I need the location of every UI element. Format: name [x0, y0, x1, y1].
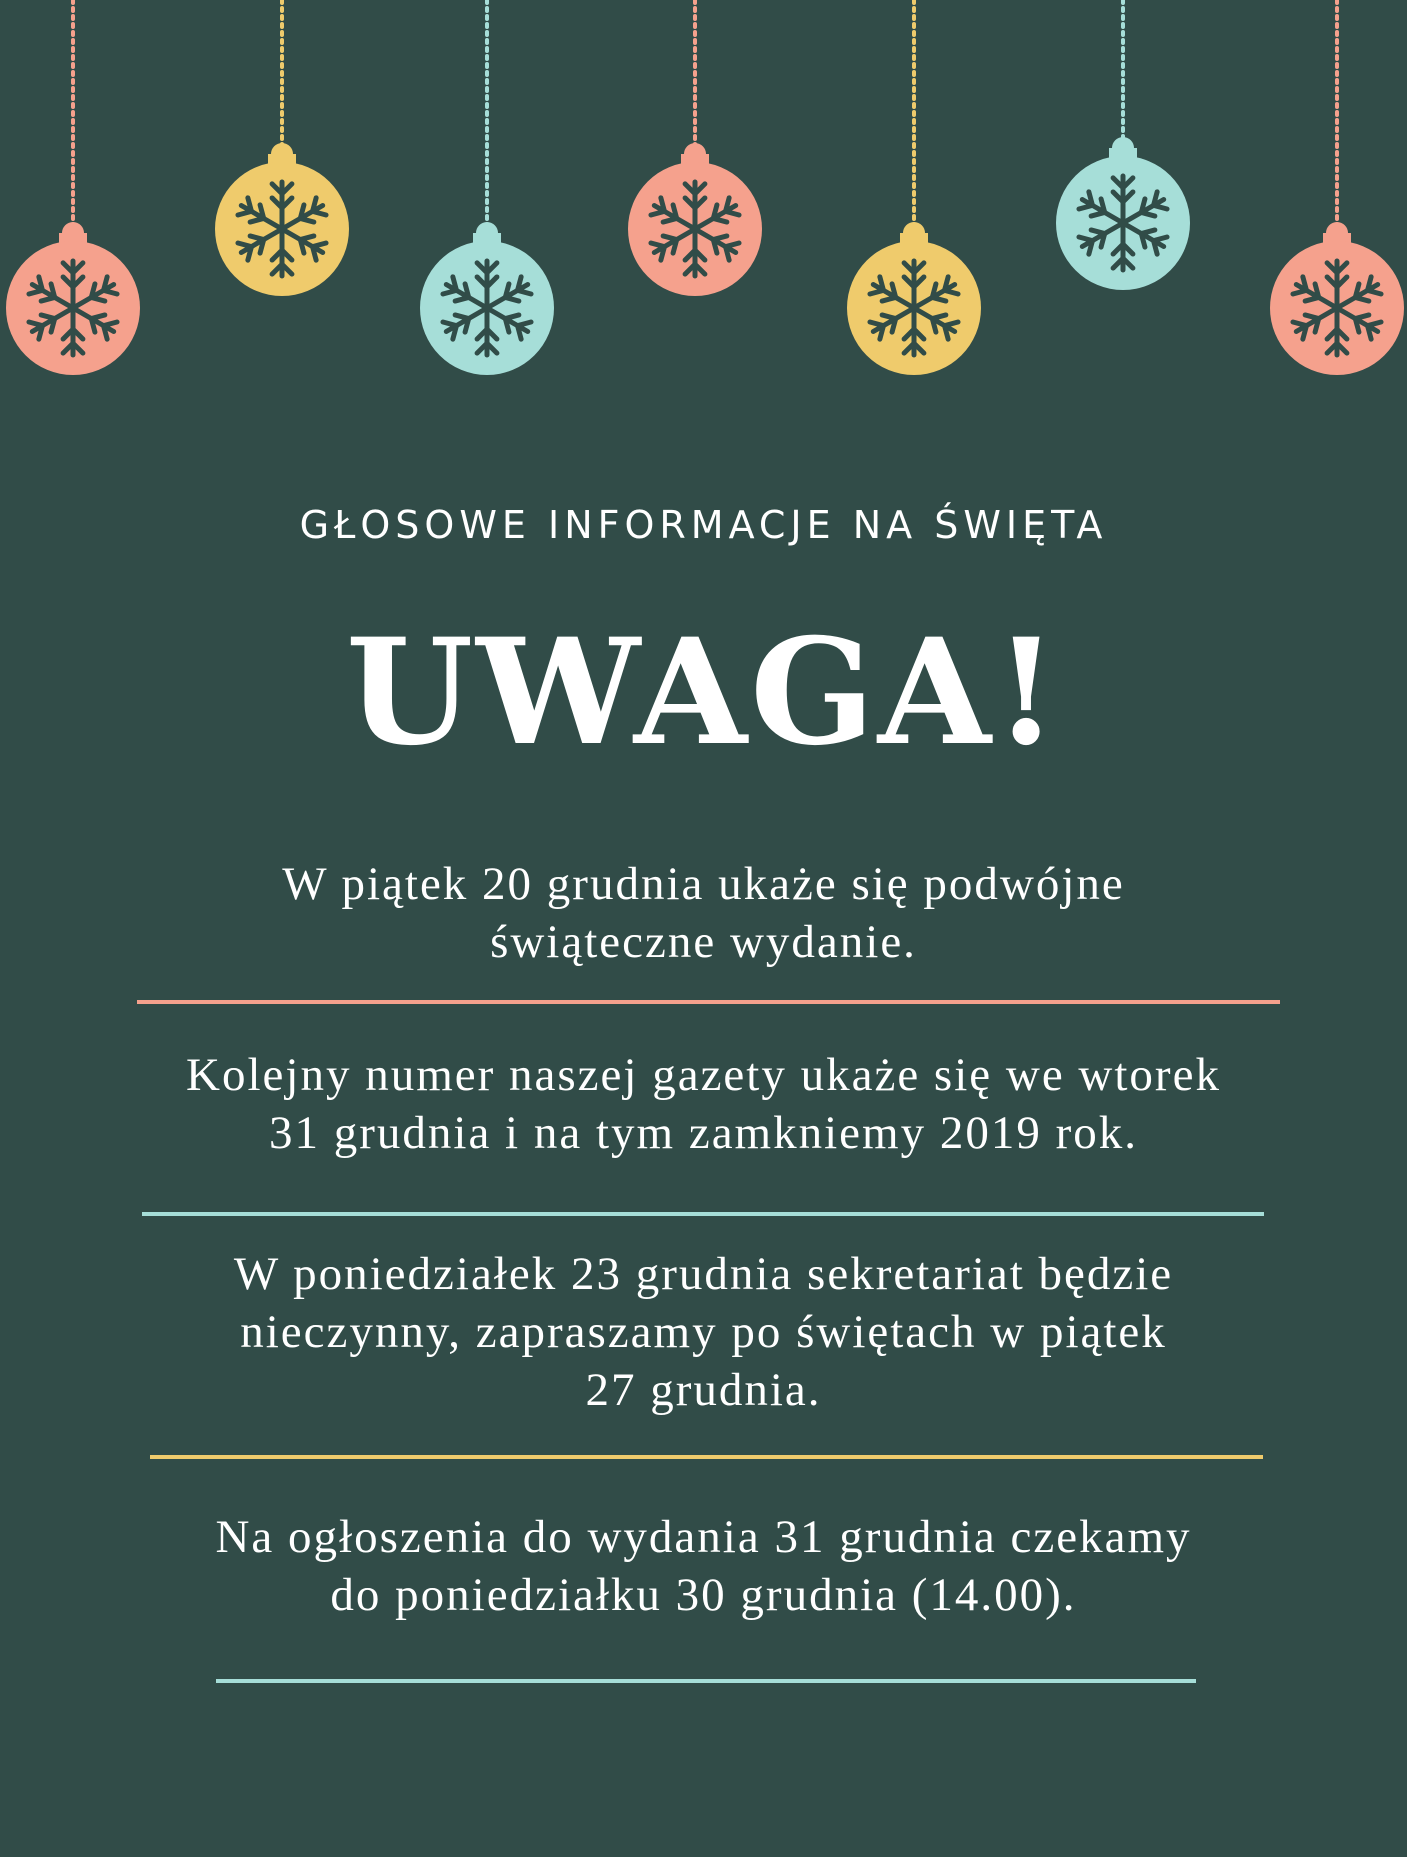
- divider-yellow: [150, 1455, 1263, 1459]
- ornament-mint: [420, 0, 554, 375]
- ornament-garland: [0, 0, 1407, 400]
- divider-mint-bottom: [216, 1679, 1196, 1683]
- subtitle: GŁOSOWE INFORMACJE NA ŚWIĘTA: [299, 503, 1108, 547]
- notice-line: nieczynny, zapraszamy po świętach w piątek: [240, 1306, 1167, 1358]
- notice-line: W poniedziałek 23 grudnia sekretariat będzie: [233, 1248, 1174, 1300]
- ornament-yellow: [215, 0, 349, 296]
- ornament-coral: [6, 0, 140, 375]
- ornament-mint: [1056, 0, 1190, 290]
- notice-ads-deadline: [0, 1508, 1407, 1624]
- notice-line: Kolejny numer naszej gazety ukaże się we wtorek: [186, 1049, 1221, 1101]
- notice-next-issue: [0, 1046, 1407, 1162]
- ornament-yellow: [847, 0, 981, 375]
- notice-line: do poniedziałku 30 grudnia (14.00).: [330, 1569, 1077, 1621]
- notice-line: świąteczne wydanie.: [490, 916, 917, 968]
- notice-line: 27 grudnia.: [585, 1364, 822, 1416]
- divider-coral: [137, 1000, 1280, 1004]
- ornament-coral: [628, 0, 762, 296]
- notice-line: Na ogłoszenia do wydania 31 grudnia czekamy: [215, 1511, 1192, 1563]
- notice-office-closed: [0, 1245, 1407, 1419]
- ornament-coral: [1270, 0, 1404, 375]
- notice-line: W piątek 20 grudnia ukaże się podwójne: [282, 858, 1125, 910]
- notice-double-edition: [0, 855, 1407, 971]
- page-title: UWAGA!: [345, 607, 1062, 778]
- notice-line: 31 grudnia i na tym zamkniemy 2019 rok.: [268, 1107, 1138, 1159]
- divider-mint: [142, 1212, 1264, 1216]
